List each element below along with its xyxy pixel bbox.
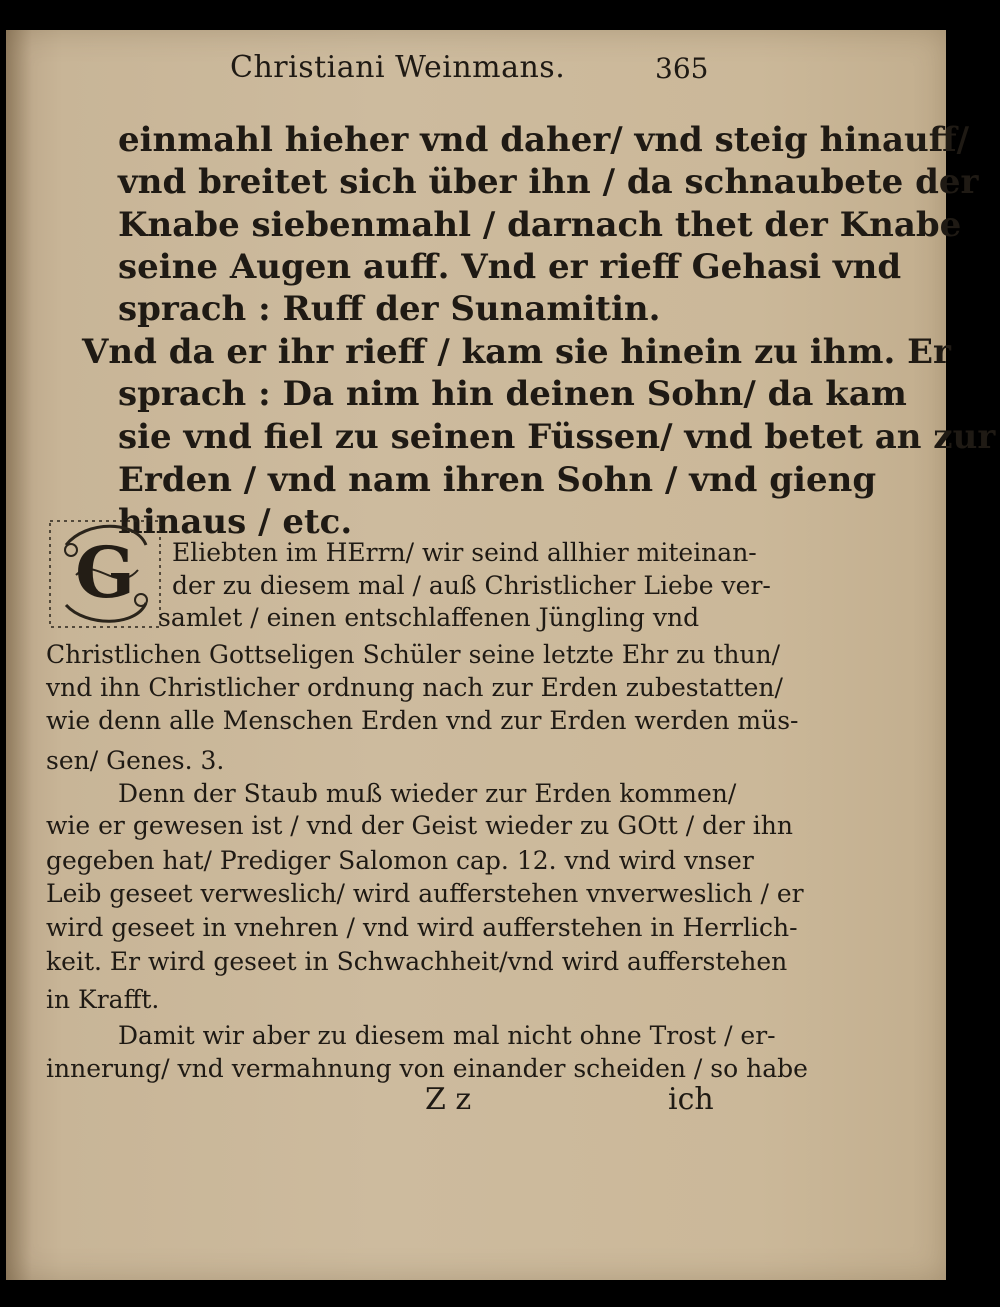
- body-line: wie denn alle Menschen Erden vnd zur Erden werden müs-: [46, 706, 799, 735]
- body-line: Damit wir aber zu diesem mal nicht ohne Trost / er-: [118, 1021, 776, 1050]
- running-title: Christiani Weinmans.: [230, 50, 566, 85]
- body-line: der zu diesem mal / auß Christlicher Liebe ver-: [172, 571, 771, 600]
- quote-line: hinaus / etc.: [118, 502, 353, 542]
- body-line: Eliebten im HErrn/ wir seind allhier miteinan-: [172, 538, 757, 567]
- body-line: wird geseet in vnehren / vnd wird aufferstehen in Herrlich-: [46, 913, 798, 942]
- quote-line: Erden / vnd nam ihren Sohn / vnd gieng: [118, 460, 877, 500]
- quote-line: vnd breitet sich über ihn / da schnaubete der: [118, 162, 979, 202]
- body-line: keit. Er wird geseet in Schwachheit/vnd wird aufferstehen: [46, 947, 788, 976]
- decorated-initial-icon: [46, 515, 164, 633]
- body-line: gegeben hat/ Prediger Salomon cap. 12. vnd wird vnser: [46, 846, 754, 875]
- quote-line: sprach : Ruff der Sunamitin.: [118, 289, 661, 329]
- body-line: samlet / einen entschlaffenen Jüngling vnd: [158, 603, 700, 632]
- body-line: in Krafft.: [46, 985, 160, 1014]
- body-line: innerung/ vnd vermahnung von einander scheiden / so habe: [46, 1054, 808, 1083]
- quote-line: Vnd da er ihr rieff / kam sie hinein zu ihm. Er: [82, 332, 951, 372]
- catchword: ich: [668, 1082, 714, 1117]
- quote-line: Knabe siebenmahl / darnach thet der Knabe: [118, 205, 962, 245]
- page-number: 365: [655, 52, 709, 85]
- page-gutter-shadow: [6, 30, 32, 1280]
- quote-line: einmahl hieher vnd daher/ vnd steig hinauff/: [118, 120, 970, 160]
- signature-mark: Z z: [425, 1082, 472, 1117]
- body-line: Leib geseet verweslich/ wird aufferstehen vnverweslich / er: [46, 879, 804, 908]
- body-line: Christlichen Gottseligen Schüler seine letzte Ehr zu thun/: [46, 640, 781, 669]
- body-line: Denn der Staub muß wieder zur Erden kommen/: [118, 779, 737, 808]
- quote-line: sprach : Da nim hin deinen Sohn/ da kam: [118, 374, 907, 414]
- quote-line: seine Augen auff. Vnd er rieff Gehasi vnd: [118, 247, 902, 287]
- quote-line: sie vnd fiel zu seinen Füssen/ vnd betet an zur: [118, 417, 996, 457]
- body-line: sen/ Genes. 3.: [46, 746, 225, 775]
- body-line: wie er gewesen ist / vnd der Geist wieder zu GOtt / der ihn: [46, 811, 794, 840]
- initial-letter: G: [75, 531, 135, 614]
- body-line: vnd ihn Christlicher ordnung nach zur Erden zubestatten/: [46, 673, 783, 702]
